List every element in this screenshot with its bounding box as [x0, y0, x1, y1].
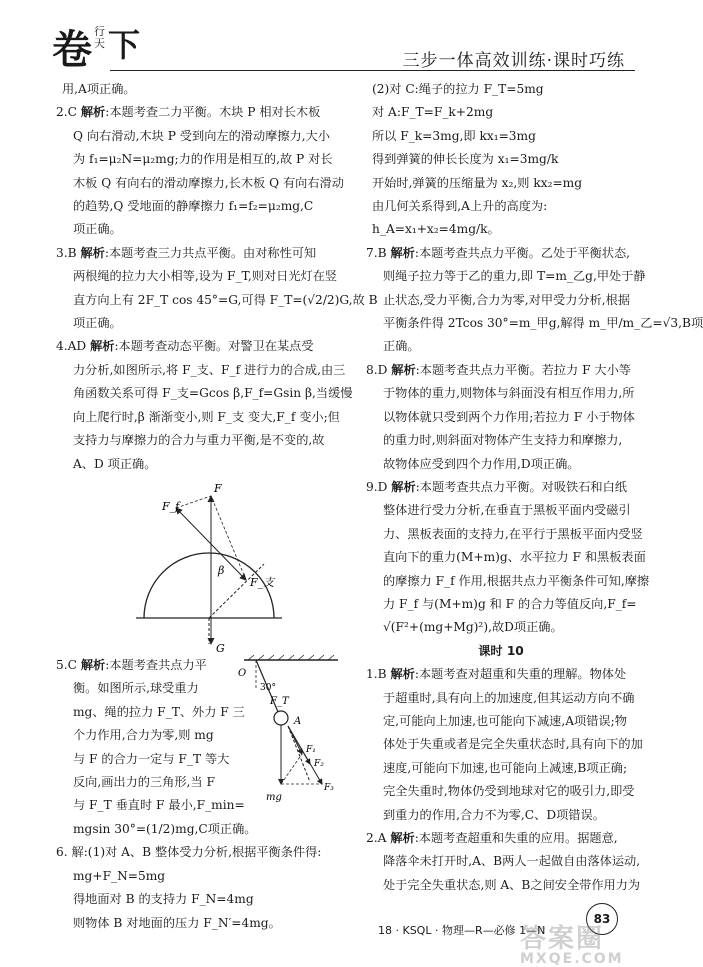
text-line — [56, 406, 348, 429]
line-text: :本题考查动态平衡。对警卫在某点受 — [114, 339, 314, 354]
text-line — [366, 359, 636, 382]
text-line — [366, 78, 636, 101]
text-line — [366, 265, 646, 288]
text-line — [56, 654, 226, 677]
figure-pendulum-svg — [226, 654, 348, 818]
question-number: 2.A — [366, 831, 387, 845]
text-line — [366, 172, 636, 195]
line-text: 对 A:F_T=F_k+2mg — [372, 105, 494, 120]
text-line — [56, 359, 348, 382]
text-line — [56, 172, 348, 195]
line-text: 解:(1)对 A、B 整体受力分析,根据平衡条件得: — [71, 845, 322, 860]
line-text: :本题考查共点力平衡。对吸铁石和白纸 — [415, 479, 627, 494]
text-line — [56, 382, 353, 405]
footer-code: 18 · KSQL · 物理—R—必修 1—N — [378, 924, 546, 937]
q5-block — [56, 654, 348, 818]
text-line — [366, 687, 636, 710]
line-text: 到重力的作用,合力不为零,C、D项错误。 — [383, 807, 605, 822]
line-text: 支持力与摩擦力的合力与重力平衡,是不变的,故 — [73, 433, 325, 448]
text-line — [366, 476, 636, 499]
label-beta: β — [218, 563, 225, 577]
label-F3: F₃ — [324, 782, 334, 793]
text-line — [366, 382, 636, 405]
text-line — [366, 570, 650, 593]
line-text: :本题考查共点力平 — [105, 657, 207, 672]
line-text: 与 F 的合力一定与 F_T 等大 — [73, 751, 230, 766]
question-number: 1.B — [366, 667, 387, 682]
text-line — [366, 195, 636, 218]
watermark — [520, 918, 670, 967]
text-line — [366, 453, 636, 476]
line-text: 得到弹簧的伸长长度为 x₁=3mg/k — [372, 152, 559, 167]
left-answers-continued — [56, 818, 348, 935]
F3-arrow — [288, 726, 322, 784]
analysis-label: 解析 — [391, 479, 416, 494]
line-text: 与 F_T 垂直时 F 最小,F_min= — [73, 798, 245, 813]
line-text: Q 向右滑动,木块 P 受到向左的滑动摩擦力,大小 — [73, 128, 330, 143]
line-text: 速度,可能向下加速,也可能向上减速,B项正确; — [383, 760, 628, 775]
line-text: mg、绳的拉力 F_T、外力 F 三 — [73, 704, 245, 719]
analysis-label: 解析 — [80, 245, 105, 260]
lesson-title: 课时 10 — [478, 643, 524, 658]
line-text: (2)对 C:绳子的拉力 F_T=5mg — [372, 82, 544, 96]
analysis-label: 解析 — [391, 362, 416, 377]
line-text: 由几何关系得到,A上升的高度为: — [372, 199, 548, 214]
line-text: 的摩擦力 F_f 作用,根据共点力平衡条件可知,摩擦 — [383, 573, 650, 588]
line-text: 于超重时,具有向上的加速度,但其运动方向不确 — [383, 690, 635, 705]
line-text: 向上爬行时,β 渐渐变小,则 F_支 变大,F_f 变小;但 — [73, 409, 340, 424]
line-text: 的趋势,Q 受地面的静摩擦力 f₁=f₂=μ₂mg,C — [73, 199, 314, 214]
text-line — [366, 710, 636, 733]
text-line — [366, 312, 703, 335]
line-text: 个力作用,合力为零,则 mg — [73, 728, 214, 743]
line-text: A、D 项正确。 — [73, 456, 157, 471]
label-mg: mg — [266, 791, 282, 803]
text-line — [56, 312, 348, 335]
figure-pendulum — [226, 654, 348, 818]
text-line — [56, 453, 348, 476]
text-line — [56, 865, 348, 888]
analysis-label: 解析 — [390, 667, 415, 682]
text-line — [366, 546, 646, 569]
text-line — [366, 827, 636, 850]
line-text: 角函数关系可得 F_支=Gcos β,F_f=Gsin β,当缓慢 — [73, 386, 353, 401]
line-text: 直方向上有 2F_T cos 45°=G,可得 F_T=(√2/2)G,故 B — [73, 292, 378, 307]
text-line — [366, 148, 636, 171]
text-line — [366, 874, 641, 897]
logo-small-char-3: 下 — [108, 26, 139, 64]
label-G: G — [216, 641, 225, 655]
text-line — [56, 912, 348, 935]
line-text: 降落伞未打开时,A、B两人一起做自由落体运动, — [383, 854, 641, 869]
text-line — [56, 242, 348, 265]
label-30deg: 30° — [260, 682, 276, 693]
question-number: 5.C — [56, 657, 77, 672]
label-Fzhi: F_支 — [250, 575, 275, 589]
text-line — [366, 593, 636, 616]
line-text: 定,可能向上加速,也可能向下减速,A项错误;物 — [383, 713, 627, 728]
label-FT: F_T — [270, 695, 289, 707]
text-line — [56, 724, 226, 747]
line-text: 用,A项正确。 — [62, 82, 136, 96]
text-line — [366, 850, 641, 873]
line-text: 的重力时,则斜面对物体产生支持力和摩擦力, — [383, 433, 623, 448]
text-line — [56, 748, 230, 771]
line-text: 整体进行受力分析,在垂直于黑板平面内受磁引 — [383, 503, 631, 518]
text-line — [56, 78, 348, 101]
label-Ff: F_f — [162, 499, 180, 513]
brand-logo — [52, 18, 172, 74]
line-text: 反向,画出力的三角形,当 F — [73, 774, 215, 789]
line-text: 得地面对 B 的支持力 F_N=4mg — [73, 892, 254, 907]
analysis-label: 解析 — [390, 831, 415, 845]
text-line — [56, 888, 348, 911]
line-text: 平衡条件得 2Tcos 30°=m_甲g,解得 m_甲/m_乙=√3,B项 — [383, 316, 703, 331]
text-line — [56, 818, 348, 841]
text-line — [56, 677, 226, 700]
line-text: 完全失重时,物体仍受到地球对它的吸引力,即受 — [383, 784, 635, 799]
text-line — [56, 195, 348, 218]
label-O: O — [238, 667, 247, 679]
line-text: 体处于失重或者是完全失重状态时,具有向下的加 — [383, 737, 643, 752]
right-answers-continued — [366, 663, 643, 897]
line-text: 木板 Q 有向右的滑动摩擦力,长木板 Q 有向右滑动 — [73, 175, 344, 190]
question-number: 3.B — [56, 245, 77, 260]
text-line — [366, 101, 636, 124]
watermark-url: MXQE.COM — [520, 951, 624, 967]
text-line — [56, 125, 348, 148]
logo-small-char-2: 天 — [94, 37, 105, 50]
question-number: 9.D — [366, 479, 388, 494]
label-A: A — [294, 715, 302, 727]
right-answers — [366, 78, 703, 640]
line-text: 力、黑板表面的支持力,在平行于黑板平面内受竖 — [383, 526, 643, 541]
analysis-label: 解析 — [390, 245, 415, 260]
line-text: :本题考查超重和失重的应用。据题意, — [414, 831, 618, 845]
logo-main-char: 卷 — [52, 26, 90, 73]
text-line — [56, 148, 348, 171]
line-text: 为 f₁=μ₂N=μ₂mg;力的作用是相互的,故 P 对长 — [73, 152, 333, 167]
line-text: :本题考查三力共点平衡。由对称性可知 — [104, 245, 317, 260]
text-line — [366, 757, 636, 780]
question-number: 2.C — [56, 105, 77, 120]
label-F2: F₂ — [314, 758, 324, 769]
line-text: 则物体 B 对地面的压力 F_N′=4mg。 — [73, 915, 281, 930]
text-line — [366, 218, 636, 241]
line-text: h_A=x₁+x₂=4mg/k。 — [372, 222, 500, 237]
line-text: 于物体的重力,则物体与斜面没有相互作用力,所 — [383, 386, 635, 401]
text-line — [366, 523, 643, 546]
question-number: 8.D — [366, 362, 388, 377]
line-text: 处于完全失重状态,则 A、B之间安全带作用力为 — [383, 877, 641, 892]
watermark-text: 答案圈 — [520, 924, 605, 954]
text-line — [56, 289, 378, 312]
text-line — [366, 429, 636, 452]
right-column — [366, 78, 703, 897]
figure-guard-on-dome — [56, 476, 348, 654]
figure-guard-on-dome-svg — [56, 476, 348, 654]
text-line — [56, 429, 348, 452]
analysis-label: 解析 — [80, 105, 106, 120]
line-text: 直向下的重力(M+m)g、水平拉力 F 和黑板表面 — [383, 550, 646, 565]
line-text: :本题考查二力平衡。木块 P 相对长木板 — [105, 105, 321, 120]
line-text: :本题考查共点力平衡。若拉力 F 大小等 — [415, 362, 631, 377]
header-title: 三步一体高效训练·课时巧练 — [402, 51, 625, 71]
line-text: 所以 F_k=3mg,即 kx₁=3mg — [372, 128, 536, 143]
label-F: F — [214, 481, 222, 495]
q5-text — [56, 654, 245, 818]
line-text: 开始时,弹簧的压缩量为 x₂,则 kx₂=mg — [372, 175, 583, 190]
text-line — [366, 733, 643, 756]
text-line — [366, 289, 636, 312]
analysis-label: 解析 — [80, 657, 106, 672]
text-line — [56, 265, 348, 288]
text-line — [366, 780, 636, 803]
label-F1: F₁ — [306, 744, 316, 755]
text-line — [56, 701, 245, 724]
text-line — [366, 242, 636, 265]
page-number: 83 — [586, 903, 618, 935]
header-rule — [110, 70, 635, 71]
logo-small-char-1: 行 — [94, 25, 105, 38]
line-text: 两根绳的拉力大小相等,设为 F_T,则对日光灯在竖 — [73, 269, 338, 284]
line-text: 项正确。 — [73, 222, 122, 237]
text-line — [366, 616, 636, 639]
line-text: mgsin 30°=(1/2)mg,C项正确。 — [73, 821, 257, 836]
question-number: 6. — [56, 845, 68, 860]
text-line — [56, 794, 245, 817]
support-arrow — [211, 544, 246, 580]
page-header — [0, 0, 675, 78]
friction-arrow — [176, 508, 211, 544]
line-text: :本题考查共点力平衡。乙处于平衡状态, — [414, 245, 631, 260]
text-line — [366, 125, 636, 148]
text-line — [56, 771, 226, 794]
line-text: :本题考查对超重和失重的理解。物体处 — [414, 667, 627, 682]
line-text: mg+F_N=5mg — [73, 868, 166, 883]
question-number: 4.AD — [56, 339, 87, 354]
text-line — [366, 663, 636, 686]
line-text: 力分析,如图所示,将 F_支、F_f 进行力的合成,由三 — [73, 362, 346, 377]
line-text: 故物体应受到四个力作用,D项正确。 — [383, 456, 580, 471]
ball — [274, 711, 288, 725]
line-text: 以物体就只受到两个力作用;若拉力 F 小于物体 — [383, 409, 635, 424]
line-text: 则绳子拉力等于乙的重力,即 T=m_乙g,甲处于静 — [383, 269, 646, 284]
line-text: 止状态,受力平衡,合力为零,对甲受力分析,根据 — [383, 292, 631, 307]
line-text: 正确。 — [383, 339, 420, 354]
text-line — [56, 841, 348, 864]
analysis-label: 解析 — [90, 339, 115, 354]
text-line — [366, 335, 636, 358]
text-line — [56, 101, 348, 124]
text-line — [366, 499, 636, 522]
text-line — [56, 218, 348, 241]
line-text: 力 F_f 与(M+m)g 和 F 的合力等值反向,F_f= — [383, 596, 637, 611]
text-line — [366, 804, 636, 827]
line-text: 项正确。 — [73, 316, 122, 331]
line-text: 衡。如图所示,球受重力 — [73, 681, 199, 696]
question-number: 7.B — [366, 245, 387, 260]
line-text: √(F²+(mg+Mg)²),故D项正确。 — [383, 620, 563, 635]
text-line — [56, 335, 348, 358]
text-line — [366, 406, 636, 429]
